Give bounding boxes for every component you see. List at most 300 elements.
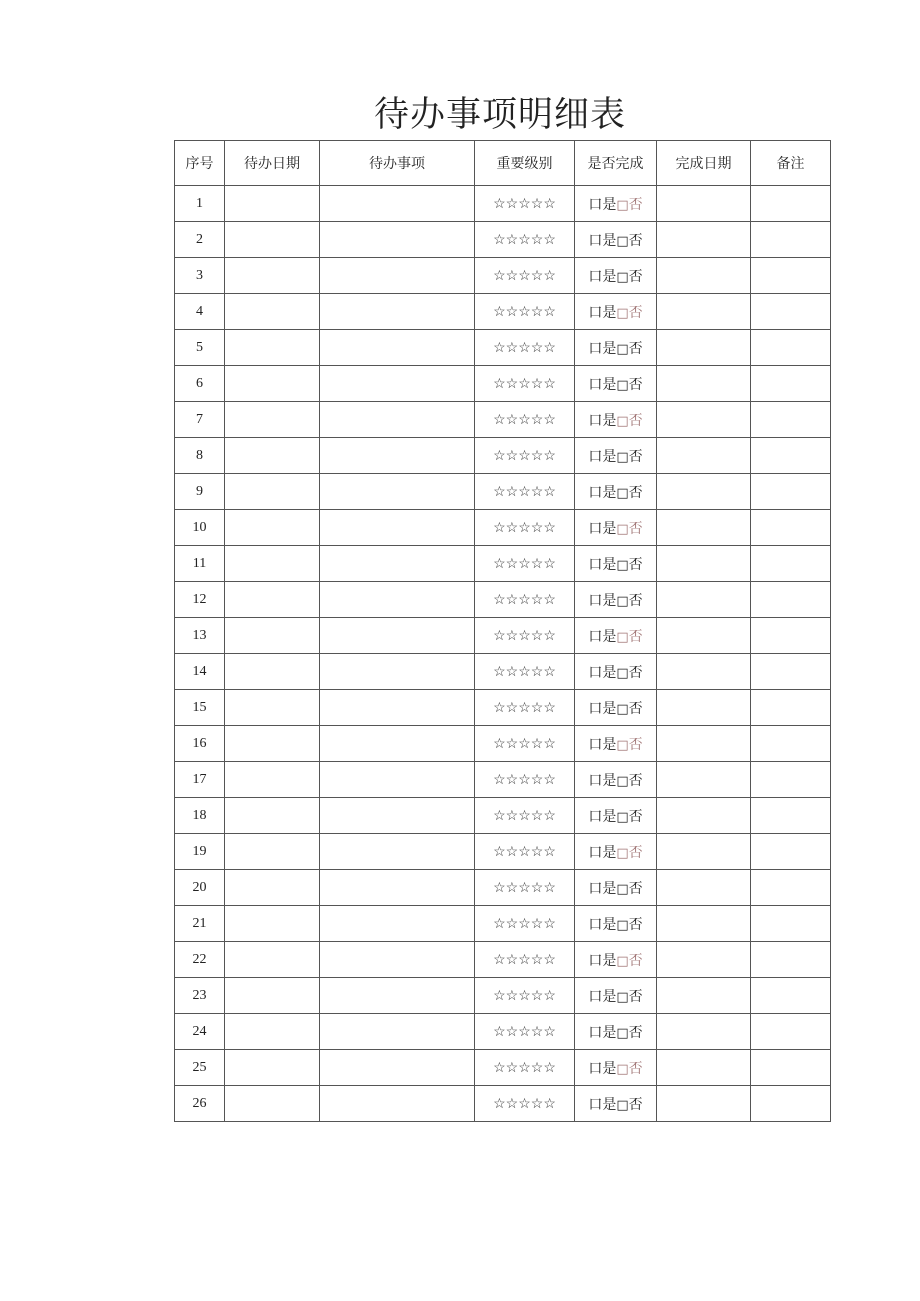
priority-stars[interactable]: ☆☆☆☆☆: [475, 726, 575, 762]
completion-date-cell[interactable]: [657, 366, 751, 402]
yes-label: 是: [602, 484, 617, 501]
todo-date-cell[interactable]: [225, 582, 320, 618]
notes-cell[interactable]: [751, 186, 831, 222]
completion-date-cell[interactable]: [657, 798, 751, 834]
priority-stars[interactable]: ☆☆☆☆☆: [475, 546, 575, 582]
yes-checkbox-icon[interactable]: 口: [588, 520, 603, 537]
no-option[interactable]: [616, 701, 642, 717]
no-option[interactable]: [616, 197, 642, 213]
priority-stars[interactable]: ☆☆☆☆☆: [475, 618, 575, 654]
no-option[interactable]: [616, 989, 642, 1005]
todo-date-cell[interactable]: [225, 186, 320, 222]
completion-date-cell[interactable]: [657, 402, 751, 438]
table-row: [175, 330, 831, 366]
no-checkbox-icon[interactable]: □: [616, 773, 629, 789]
no-checkbox-icon[interactable]: □: [616, 665, 629, 681]
header-index: 序号: [175, 141, 225, 186]
priority-stars[interactable]: ☆☆☆☆☆: [475, 654, 575, 690]
yes-label: 是: [602, 520, 617, 537]
todo-item-cell[interactable]: [320, 402, 475, 438]
yes-checkbox-icon[interactable]: 口: [588, 844, 603, 861]
todo-item-cell[interactable]: [320, 1086, 475, 1122]
completed-cell: [575, 510, 657, 546]
completed-cell: [575, 1014, 657, 1050]
todo-table: [174, 140, 831, 1122]
no-option[interactable]: [616, 557, 642, 573]
completion-date-cell[interactable]: [657, 1086, 751, 1122]
no-label: 否: [628, 520, 643, 537]
yes-label: 是: [602, 412, 617, 429]
priority-stars[interactable]: ☆☆☆☆☆: [475, 978, 575, 1014]
todo-item-cell[interactable]: [320, 762, 475, 798]
todo-item-cell[interactable]: [320, 726, 475, 762]
no-option[interactable]: [616, 881, 642, 897]
no-checkbox-icon[interactable]: □: [616, 953, 629, 969]
notes-cell[interactable]: [751, 978, 831, 1014]
todo-item-cell[interactable]: [320, 474, 475, 510]
todo-date-cell[interactable]: [225, 330, 320, 366]
todo-date-cell[interactable]: [225, 1086, 320, 1122]
row-index: 20: [175, 870, 225, 906]
priority-stars[interactable]: ☆☆☆☆☆: [475, 798, 575, 834]
priority-stars[interactable]: ☆☆☆☆☆: [475, 690, 575, 726]
completion-date-cell[interactable]: [657, 690, 751, 726]
priority-stars[interactable]: ☆☆☆☆☆: [475, 1086, 575, 1122]
table-row: [175, 438, 831, 474]
no-label: 否: [628, 412, 643, 429]
row-index: 11: [175, 546, 225, 582]
todo-date-cell[interactable]: [225, 474, 320, 510]
todo-item-cell[interactable]: [320, 1014, 475, 1050]
todo-item-cell[interactable]: [320, 258, 475, 294]
completion-date-cell[interactable]: [657, 1050, 751, 1086]
yes-checkbox-icon[interactable]: 口: [588, 808, 603, 825]
no-label: 否: [628, 1024, 643, 1041]
yes-checkbox-icon[interactable]: 口: [588, 448, 603, 465]
no-option[interactable]: [616, 773, 642, 789]
yes-checkbox-icon[interactable]: 口: [588, 700, 603, 717]
notes-cell[interactable]: [751, 330, 831, 366]
header-todo-date: 待办日期: [225, 141, 320, 186]
completion-date-cell[interactable]: [657, 942, 751, 978]
completion-date-cell[interactable]: [657, 978, 751, 1014]
completion-date-cell[interactable]: [657, 834, 751, 870]
yes-label: 是: [602, 592, 617, 609]
notes-cell[interactable]: [751, 1086, 831, 1122]
todo-item-cell[interactable]: [320, 330, 475, 366]
table-row: [175, 618, 831, 654]
completion-date-cell[interactable]: [657, 474, 751, 510]
todo-date-cell[interactable]: [225, 366, 320, 402]
yes-checkbox-icon[interactable]: 口: [588, 988, 603, 1005]
completion-date-cell[interactable]: [657, 330, 751, 366]
no-label: 否: [628, 340, 643, 357]
table-row: [175, 762, 831, 798]
no-checkbox-icon[interactable]: □: [616, 737, 629, 753]
yes-checkbox-icon[interactable]: 口: [588, 556, 603, 573]
no-option[interactable]: [616, 269, 642, 285]
no-checkbox-icon[interactable]: □: [616, 593, 629, 609]
completed-cell: [575, 366, 657, 402]
yes-checkbox-icon[interactable]: 口: [588, 916, 603, 933]
yes-label: 是: [602, 736, 617, 753]
todo-item-cell[interactable]: [320, 798, 475, 834]
row-index: 14: [175, 654, 225, 690]
todo-item-cell[interactable]: [320, 942, 475, 978]
priority-stars[interactable]: ☆☆☆☆☆: [475, 258, 575, 294]
table-row: [175, 798, 831, 834]
no-checkbox-icon[interactable]: □: [616, 557, 629, 573]
completed-cell: [575, 654, 657, 690]
no-label: 否: [628, 628, 643, 645]
todo-item-cell[interactable]: [320, 294, 475, 330]
completed-cell: [575, 294, 657, 330]
todo-item-cell[interactable]: [320, 222, 475, 258]
notes-cell[interactable]: [751, 294, 831, 330]
row-index: 9: [175, 474, 225, 510]
row-index: 4: [175, 294, 225, 330]
yes-checkbox-icon[interactable]: 口: [588, 664, 603, 681]
yes-label: 是: [602, 556, 617, 573]
priority-stars[interactable]: ☆☆☆☆☆: [475, 474, 575, 510]
todo-item-cell[interactable]: [320, 582, 475, 618]
todo-item-cell[interactable]: [320, 834, 475, 870]
table-row: [175, 474, 831, 510]
priority-stars[interactable]: ☆☆☆☆☆: [475, 222, 575, 258]
row-index: 8: [175, 438, 225, 474]
yes-label: 是: [602, 988, 617, 1005]
todo-date-cell[interactable]: [225, 906, 320, 942]
yes-checkbox-icon[interactable]: 口: [588, 592, 603, 609]
todo-date-cell[interactable]: [225, 294, 320, 330]
no-option[interactable]: [616, 737, 642, 753]
todo-date-cell[interactable]: [225, 942, 320, 978]
notes-cell[interactable]: [751, 798, 831, 834]
priority-stars[interactable]: ☆☆☆☆☆: [475, 762, 575, 798]
todo-item-cell[interactable]: [320, 870, 475, 906]
todo-date-cell[interactable]: [225, 546, 320, 582]
no-checkbox-icon[interactable]: □: [616, 197, 629, 213]
completed-cell: [575, 834, 657, 870]
table-row: [175, 906, 831, 942]
yes-checkbox-icon[interactable]: 口: [588, 376, 603, 393]
todo-item-cell[interactable]: [320, 366, 475, 402]
notes-cell[interactable]: [751, 690, 831, 726]
table-row: [175, 294, 831, 330]
header-notes: 备注: [751, 141, 831, 186]
completion-date-cell[interactable]: [657, 870, 751, 906]
completion-date-cell[interactable]: [657, 654, 751, 690]
no-option[interactable]: [616, 1097, 642, 1113]
todo-date-cell[interactable]: [225, 726, 320, 762]
todo-date-cell[interactable]: [225, 618, 320, 654]
todo-item-cell[interactable]: [320, 186, 475, 222]
todo-item-cell[interactable]: [320, 546, 475, 582]
completed-cell: [575, 1050, 657, 1086]
yes-label: 是: [602, 448, 617, 465]
yes-checkbox-icon[interactable]: 口: [588, 304, 603, 321]
table-row: [175, 186, 831, 222]
yes-checkbox-icon[interactable]: 口: [588, 196, 603, 213]
no-label: 否: [628, 988, 643, 1005]
row-index: 26: [175, 1086, 225, 1122]
no-option[interactable]: [616, 1061, 642, 1077]
row-index: 5: [175, 330, 225, 366]
priority-stars[interactable]: ☆☆☆☆☆: [475, 1014, 575, 1050]
table-row: [175, 546, 831, 582]
notes-cell[interactable]: [751, 1014, 831, 1050]
table-row: [175, 690, 831, 726]
priority-stars[interactable]: ☆☆☆☆☆: [475, 870, 575, 906]
todo-date-cell[interactable]: [225, 222, 320, 258]
todo-item-cell[interactable]: [320, 654, 475, 690]
completion-date-cell[interactable]: [657, 1014, 751, 1050]
no-label: 否: [628, 232, 643, 249]
completion-date-cell[interactable]: [657, 618, 751, 654]
no-option[interactable]: [616, 629, 642, 645]
no-option[interactable]: [616, 413, 642, 429]
no-option[interactable]: [616, 665, 642, 681]
yes-label: 是: [602, 232, 617, 249]
no-checkbox-icon[interactable]: □: [616, 377, 629, 393]
todo-item-cell[interactable]: [320, 510, 475, 546]
priority-stars[interactable]: ☆☆☆☆☆: [475, 834, 575, 870]
completed-cell: [575, 726, 657, 762]
no-checkbox-icon[interactable]: □: [616, 485, 629, 501]
completed-cell: [575, 690, 657, 726]
notes-cell[interactable]: [751, 258, 831, 294]
row-index: 1: [175, 186, 225, 222]
row-index: 23: [175, 978, 225, 1014]
notes-cell[interactable]: [751, 942, 831, 978]
todo-date-cell[interactable]: [225, 510, 320, 546]
row-index: 22: [175, 942, 225, 978]
table-row: [175, 366, 831, 402]
notes-cell[interactable]: [751, 366, 831, 402]
yes-checkbox-icon[interactable]: 口: [588, 484, 603, 501]
notes-cell[interactable]: [751, 906, 831, 942]
row-index: 2: [175, 222, 225, 258]
no-label: 否: [628, 376, 643, 393]
todo-item-cell[interactable]: [320, 978, 475, 1014]
no-label: 否: [628, 448, 643, 465]
yes-checkbox-icon[interactable]: 口: [588, 1060, 603, 1077]
row-index: 10: [175, 510, 225, 546]
yes-checkbox-icon[interactable]: 口: [588, 268, 603, 285]
no-option[interactable]: [616, 953, 642, 969]
completion-date-cell[interactable]: [657, 546, 751, 582]
todo-date-cell[interactable]: [225, 438, 320, 474]
todo-item-cell[interactable]: [320, 690, 475, 726]
completion-date-cell[interactable]: [657, 726, 751, 762]
table-row: [175, 726, 831, 762]
priority-stars[interactable]: ☆☆☆☆☆: [475, 366, 575, 402]
no-label: 否: [628, 268, 643, 285]
completion-date-cell[interactable]: [657, 222, 751, 258]
no-checkbox-icon[interactable]: □: [616, 1025, 629, 1041]
no-label: 否: [628, 556, 643, 573]
no-option[interactable]: [616, 449, 642, 465]
table-row: [175, 978, 831, 1014]
priority-stars[interactable]: ☆☆☆☆☆: [475, 942, 575, 978]
no-option[interactable]: [616, 521, 642, 537]
notes-cell[interactable]: [751, 222, 831, 258]
no-checkbox-icon[interactable]: □: [616, 629, 629, 645]
todo-item-cell[interactable]: [320, 1050, 475, 1086]
completed-cell: [575, 546, 657, 582]
priority-stars[interactable]: ☆☆☆☆☆: [475, 402, 575, 438]
notes-cell[interactable]: [751, 834, 831, 870]
notes-cell[interactable]: [751, 402, 831, 438]
todo-date-cell[interactable]: [225, 870, 320, 906]
table-row: [175, 510, 831, 546]
completion-date-cell[interactable]: [657, 906, 751, 942]
header-priority: 重要级别: [475, 141, 575, 186]
no-checkbox-icon[interactable]: □: [616, 845, 629, 861]
no-checkbox-icon[interactable]: □: [616, 449, 629, 465]
priority-stars[interactable]: ☆☆☆☆☆: [475, 186, 575, 222]
notes-cell[interactable]: [751, 618, 831, 654]
no-option[interactable]: [616, 485, 642, 501]
no-checkbox-icon[interactable]: □: [616, 233, 629, 249]
notes-cell[interactable]: [751, 510, 831, 546]
completion-date-cell[interactable]: [657, 186, 751, 222]
yes-label: 是: [602, 916, 617, 933]
yes-label: 是: [602, 772, 617, 789]
todo-date-cell[interactable]: [225, 258, 320, 294]
yes-checkbox-icon[interactable]: 口: [588, 1024, 603, 1041]
table-row: [175, 258, 831, 294]
completed-cell: [575, 1086, 657, 1122]
no-option[interactable]: [616, 917, 642, 933]
todo-date-cell[interactable]: [225, 978, 320, 1014]
no-checkbox-icon[interactable]: □: [616, 269, 629, 285]
no-checkbox-icon[interactable]: □: [616, 989, 629, 1005]
notes-cell[interactable]: [751, 762, 831, 798]
notes-cell[interactable]: [751, 726, 831, 762]
no-checkbox-icon[interactable]: □: [616, 305, 629, 321]
todo-date-cell[interactable]: [225, 834, 320, 870]
completed-cell: [575, 762, 657, 798]
no-checkbox-icon[interactable]: □: [616, 1061, 629, 1077]
yes-label: 是: [602, 844, 617, 861]
completion-date-cell[interactable]: [657, 258, 751, 294]
todo-date-cell[interactable]: [225, 1050, 320, 1086]
no-checkbox-icon[interactable]: □: [616, 521, 629, 537]
yes-label: 是: [602, 196, 617, 213]
no-option[interactable]: [616, 1025, 642, 1041]
yes-label: 是: [602, 304, 617, 321]
completed-cell: [575, 186, 657, 222]
no-label: 否: [628, 1096, 643, 1113]
no-option[interactable]: [616, 845, 642, 861]
no-checkbox-icon[interactable]: □: [616, 1097, 629, 1113]
completion-date-cell[interactable]: [657, 762, 751, 798]
notes-cell[interactable]: [751, 474, 831, 510]
completion-date-cell[interactable]: [657, 510, 751, 546]
priority-stars[interactable]: ☆☆☆☆☆: [475, 294, 575, 330]
row-index: 16: [175, 726, 225, 762]
row-index: 6: [175, 366, 225, 402]
no-label: 否: [628, 1060, 643, 1077]
completed-cell: [575, 798, 657, 834]
no-option[interactable]: [616, 377, 642, 393]
yes-label: 是: [602, 1024, 617, 1041]
yes-checkbox-icon[interactable]: 口: [588, 340, 603, 357]
notes-cell[interactable]: [751, 438, 831, 474]
no-checkbox-icon[interactable]: □: [616, 341, 629, 357]
todo-date-cell[interactable]: [225, 762, 320, 798]
yes-checkbox-icon[interactable]: 口: [588, 736, 603, 753]
priority-stars[interactable]: ☆☆☆☆☆: [475, 438, 575, 474]
notes-cell[interactable]: [751, 870, 831, 906]
no-checkbox-icon[interactable]: □: [616, 917, 629, 933]
yes-label: 是: [602, 880, 617, 897]
no-option[interactable]: [616, 341, 642, 357]
no-checkbox-icon[interactable]: □: [616, 413, 629, 429]
table-row: [175, 942, 831, 978]
priority-stars[interactable]: ☆☆☆☆☆: [475, 1050, 575, 1086]
todo-date-cell[interactable]: [225, 402, 320, 438]
completion-date-cell[interactable]: [657, 438, 751, 474]
no-option[interactable]: [616, 305, 642, 321]
row-index: 13: [175, 618, 225, 654]
priority-stars[interactable]: ☆☆☆☆☆: [475, 330, 575, 366]
yes-checkbox-icon[interactable]: 口: [588, 232, 603, 249]
no-label: 否: [628, 304, 643, 321]
row-index: 17: [175, 762, 225, 798]
todo-item-cell[interactable]: [320, 438, 475, 474]
notes-cell[interactable]: [751, 546, 831, 582]
completion-date-cell[interactable]: [657, 294, 751, 330]
todo-date-cell[interactable]: [225, 1014, 320, 1050]
no-option[interactable]: [616, 233, 642, 249]
todo-item-cell[interactable]: [320, 906, 475, 942]
no-label: 否: [628, 916, 643, 933]
completion-date-cell[interactable]: [657, 582, 751, 618]
yes-checkbox-icon[interactable]: 口: [588, 880, 603, 897]
yes-checkbox-icon[interactable]: 口: [588, 772, 603, 789]
todo-item-cell[interactable]: [320, 618, 475, 654]
yes-checkbox-icon[interactable]: 口: [588, 1096, 603, 1113]
priority-stars[interactable]: ☆☆☆☆☆: [475, 582, 575, 618]
priority-stars[interactable]: ☆☆☆☆☆: [475, 510, 575, 546]
header-completion-date: 完成日期: [657, 141, 751, 186]
table-row: [175, 834, 831, 870]
yes-label: 是: [602, 808, 617, 825]
no-option[interactable]: [616, 593, 642, 609]
page-title: 待办事项明细表: [373, 95, 626, 135]
no-label: 否: [628, 196, 643, 213]
todo-date-cell[interactable]: [225, 690, 320, 726]
yes-checkbox-icon[interactable]: 口: [588, 628, 603, 645]
no-checkbox-icon[interactable]: □: [616, 809, 629, 825]
completed-cell: [575, 582, 657, 618]
table-row: [175, 1014, 831, 1050]
notes-cell[interactable]: [751, 582, 831, 618]
no-checkbox-icon[interactable]: □: [616, 701, 629, 717]
completed-cell: [575, 618, 657, 654]
no-checkbox-icon[interactable]: □: [616, 881, 629, 897]
todo-date-cell[interactable]: [225, 654, 320, 690]
notes-cell[interactable]: [751, 654, 831, 690]
priority-stars[interactable]: ☆☆☆☆☆: [475, 906, 575, 942]
no-option[interactable]: [616, 809, 642, 825]
todo-date-cell[interactable]: [225, 798, 320, 834]
yes-checkbox-icon[interactable]: 口: [588, 412, 603, 429]
notes-cell[interactable]: [751, 1050, 831, 1086]
yes-checkbox-icon[interactable]: 口: [588, 952, 603, 969]
